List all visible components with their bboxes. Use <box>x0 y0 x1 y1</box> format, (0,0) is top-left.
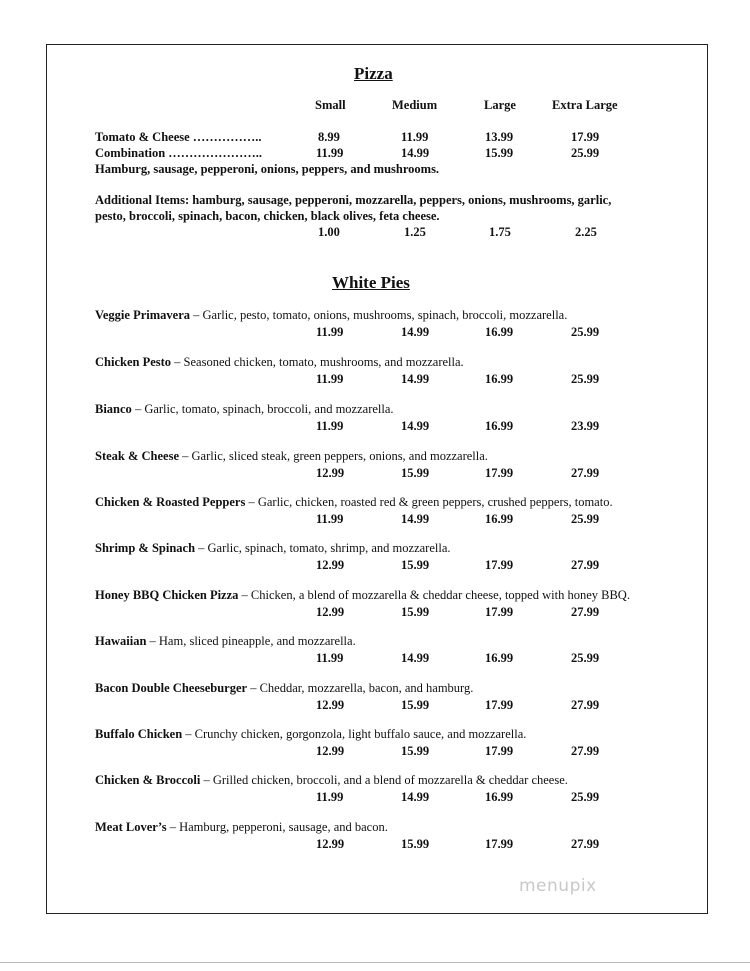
pie-item-price: 15.99 <box>401 698 430 712</box>
pie-item-price: 12.99 <box>316 837 345 851</box>
additional-price-large: 1.75 <box>489 225 511 239</box>
pie-item-price: 25.99 <box>571 651 600 665</box>
pie-item-line <box>95 541 451 556</box>
pie-item-price: 11.99 <box>316 325 344 339</box>
combo-price-large: 15.99 <box>485 146 514 160</box>
pie-item-price: 27.99 <box>571 837 600 851</box>
pie-item-name: Steak & Cheese <box>95 449 180 463</box>
pie-item-line <box>95 402 394 417</box>
size-header-small: Small <box>315 98 346 112</box>
pie-item-line <box>95 588 630 603</box>
pie-item-description: – Grilled chicken, broccoli, and a blend of mozzarella & cheddar cheese. <box>200 773 568 787</box>
pie-item-price: 16.99 <box>485 372 514 386</box>
page-bottom-rule <box>0 962 750 963</box>
tomato-price-large: 13.99 <box>485 130 514 144</box>
additional-items-line1: Additional Items: hamburg, sausage, pepperoni, mozzarella, peppers, onions, mushrooms, garlic, <box>95 193 612 207</box>
pie-item-price: 12.99 <box>316 605 345 619</box>
pie-item-line <box>95 634 356 649</box>
pie-item-name: Honey BBQ Chicken Pizza <box>95 588 239 602</box>
pie-item-line <box>95 727 526 742</box>
pie-item-price: 17.99 <box>485 837 514 851</box>
pie-item-name: Chicken Pesto <box>95 355 172 369</box>
pie-item-price: 25.99 <box>571 325 600 339</box>
pie-item-price: 11.99 <box>316 790 344 804</box>
size-header-medium: Medium <box>392 98 438 112</box>
pie-item-line <box>95 495 613 510</box>
combo-price-xl: 25.99 <box>571 146 600 160</box>
tomato-price-xl: 17.99 <box>571 130 600 144</box>
pie-item-price: 12.99 <box>316 744 345 758</box>
pie-item-name: Bacon Double Cheeseburger <box>95 681 248 695</box>
pie-item-price: 17.99 <box>485 605 514 619</box>
pie-item-price: 25.99 <box>571 790 600 804</box>
pie-item-description: – Garlic, pesto, tomato, onions, mushrooms, spinach, broccoli, mozzarella. <box>190 308 568 322</box>
white-pies-title: White Pies <box>332 273 410 292</box>
additional-price-medium: 1.25 <box>404 225 426 239</box>
combo-price-small: 11.99 <box>316 146 344 160</box>
pie-item-description: – Garlic, sliced steak, green peppers, onions, and mozzarella. <box>179 449 488 463</box>
menupix-watermark: menupix <box>519 876 597 896</box>
pie-item-price: 11.99 <box>316 651 344 665</box>
pie-item-line <box>95 820 388 835</box>
pie-item-price: 11.99 <box>316 419 344 433</box>
pie-item-price: 23.99 <box>571 419 600 433</box>
pie-item-description: – Ham, sliced pineapple, and mozzarella. <box>146 634 356 648</box>
pie-item-price: 17.99 <box>485 558 514 572</box>
tomato-price-medium: 11.99 <box>401 130 429 144</box>
pie-item-price: 16.99 <box>485 512 514 526</box>
pie-item-description: – Cheddar, mozzarella, bacon, and hamburg. <box>247 681 474 695</box>
pie-item-price: 14.99 <box>401 325 430 339</box>
additional-price-small: 1.00 <box>318 225 340 239</box>
pie-item-description: – Seasoned chicken, tomato, mushrooms, and mozzarella. <box>171 355 464 369</box>
pie-item-name: Bianco <box>95 402 132 416</box>
pie-item-price: 27.99 <box>571 558 600 572</box>
pie-item-price: 17.99 <box>485 466 514 480</box>
pie-item-name: Buffalo Chicken <box>95 727 183 741</box>
pie-item-description: – Garlic, tomato, spinach, broccoli, and mozzarella. <box>131 402 394 416</box>
pie-item-description: – Garlic, chicken, roasted red & green peppers, crushed peppers, tomato. <box>245 495 613 509</box>
pie-item-price: 12.99 <box>316 698 345 712</box>
pie-item-price: 15.99 <box>401 466 430 480</box>
pie-item-line <box>95 308 567 323</box>
pie-item-price: 25.99 <box>571 372 600 386</box>
pie-item-price: 27.99 <box>571 605 600 619</box>
pie-item-price: 27.99 <box>571 698 600 712</box>
pie-item-price: 27.99 <box>571 744 600 758</box>
pie-item-price: 14.99 <box>401 790 430 804</box>
pie-item-name: Shrimp & Spinach <box>95 541 196 555</box>
pie-item-description: – Hamburg, pepperoni, sausage, and bacon. <box>166 820 388 834</box>
additional-price-xl: 2.25 <box>575 225 597 239</box>
pie-item-price: 14.99 <box>401 419 430 433</box>
pie-item-price: 16.99 <box>485 419 514 433</box>
pie-item-description: – Chicken, a blend of mozzarella & cheddar cheese, topped with honey BBQ. <box>238 588 630 602</box>
combination-name: Combination ………………….. <box>95 146 263 160</box>
pie-item-name: Meat Lover’s <box>95 820 167 834</box>
pie-item-price: 15.99 <box>401 605 430 619</box>
pie-item-line <box>95 681 473 696</box>
pie-item-price: 16.99 <box>485 790 514 804</box>
pie-item-price: 15.99 <box>401 837 430 851</box>
combination-note: Hamburg, sausage, pepperoni, onions, peppers, and mushrooms. <box>95 162 440 176</box>
pie-item-name: Chicken & Broccoli <box>95 773 201 787</box>
pie-item-description: – Crunchy chicken, gorgonzola, light buffalo sauce, and mozzarella. <box>182 727 527 741</box>
pie-item-name: Chicken & Roasted Peppers <box>95 495 246 509</box>
pizza-title: Pizza <box>354 64 393 83</box>
pie-item-price: 16.99 <box>485 325 514 339</box>
pie-item-price: 14.99 <box>401 512 430 526</box>
tomato-cheese-name: Tomato & Cheese …………….. <box>95 130 262 144</box>
size-header-extra-large: Extra Large <box>552 98 618 112</box>
pie-item-name: Veggie Primavera <box>95 308 190 322</box>
pie-item-price: 11.99 <box>316 372 344 386</box>
pie-item-price: 12.99 <box>316 466 345 480</box>
pie-item-price: 11.99 <box>316 512 344 526</box>
pie-item-price: 17.99 <box>485 698 514 712</box>
pie-item-price: 12.99 <box>316 558 345 572</box>
pie-item-price: 25.99 <box>571 512 600 526</box>
pie-item-name: Hawaiian <box>95 634 147 648</box>
pie-item-line <box>95 355 464 370</box>
pie-item-price: 14.99 <box>401 372 430 386</box>
pie-item-price: 27.99 <box>571 466 600 480</box>
size-header-large: Large <box>484 98 516 112</box>
pie-item-description: – Garlic, spinach, tomato, shrimp, and mozzarella. <box>195 541 451 555</box>
combo-price-medium: 14.99 <box>401 146 430 160</box>
pie-item-line <box>95 449 488 464</box>
pie-item-price: 16.99 <box>485 651 514 665</box>
additional-items-line2: pesto, broccoli, spinach, bacon, chicken, black olives, feta cheese. <box>95 209 440 223</box>
pie-item-price: 14.99 <box>401 651 430 665</box>
pie-item-price: 15.99 <box>401 744 430 758</box>
pie-item-price: 15.99 <box>401 558 430 572</box>
pie-item-price: 17.99 <box>485 744 514 758</box>
tomato-price-small: 8.99 <box>318 130 340 144</box>
pie-item-line <box>95 773 568 788</box>
